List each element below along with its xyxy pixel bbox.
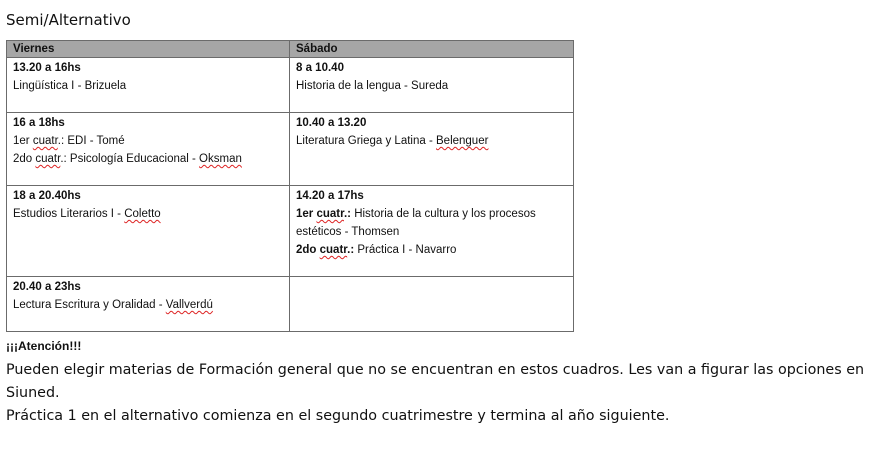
table-row xyxy=(7,113,574,186)
spellcheck-word: Belenguer xyxy=(436,135,489,147)
time-slot: 10.40 a 13.20 xyxy=(296,117,367,129)
text-fragment: 1er xyxy=(296,208,317,220)
text-fragment: .: EDI - Tomé xyxy=(57,135,125,147)
course-line xyxy=(296,205,567,241)
text-fragment: 2do xyxy=(296,244,320,256)
course-line xyxy=(296,241,567,259)
time-slot: 13.20 a 16hs xyxy=(13,62,81,74)
schedule-table xyxy=(6,40,574,332)
course-line: Historia de la lengua - Sureda xyxy=(296,80,449,92)
course-line xyxy=(13,132,283,150)
text-fragment: Estudios Literarios I - xyxy=(13,208,125,220)
spellcheck-word: Oksman xyxy=(199,153,242,165)
course-line xyxy=(13,296,283,314)
text-fragment: .: xyxy=(343,208,351,220)
page-title: Semi/Alternativo xyxy=(6,11,131,29)
text-fragment: .: xyxy=(347,244,355,256)
time-slot: 8 a 10.40 xyxy=(296,62,344,74)
cell-sabado-3 xyxy=(290,186,574,277)
course-line xyxy=(296,132,567,150)
cell-viernes-4 xyxy=(7,277,290,332)
course-line xyxy=(13,205,283,223)
table-header-row xyxy=(7,41,574,58)
spellcheck-word: cuatr xyxy=(35,153,61,165)
cell-viernes-3 xyxy=(7,186,290,277)
cell-viernes-2 xyxy=(7,113,290,186)
table-row xyxy=(7,58,574,113)
cell-sabado-1 xyxy=(290,58,574,113)
cell-viernes-1 xyxy=(7,58,290,113)
text-fragment: Literatura Griega y Latina - xyxy=(296,135,436,147)
cell-sabado-4-empty xyxy=(290,277,574,332)
text-fragment: .: Psicología Educacional - xyxy=(60,153,200,165)
spellcheck-word: cuatr xyxy=(316,208,344,220)
attention-heading: ¡¡¡Atención!!! xyxy=(6,339,82,353)
time-slot: 20.40 a 23hs xyxy=(13,281,81,293)
text-fragment: 2do xyxy=(13,153,36,165)
spellcheck-word: Coletto xyxy=(124,208,161,220)
text-fragment: Historia de la cultura y los procesos estéticos - Thomsen xyxy=(296,208,536,238)
course-line: Lingüística I - Brizuela xyxy=(13,80,127,92)
spellcheck-word: cuatr xyxy=(32,135,58,147)
note-paragraph: Pueden elegir materias de Formación general que no se encuentran en estos cuadros. Les van a figurar las opciones en Siuned. xyxy=(6,362,865,401)
header-viernes: Viernes xyxy=(7,41,290,58)
spellcheck-word: cuatr xyxy=(319,244,348,256)
table-row xyxy=(7,186,574,277)
table-row xyxy=(7,277,574,332)
notes-section xyxy=(6,359,882,428)
text-fragment: 1er xyxy=(13,135,33,147)
time-slot: 14.20 a 17hs xyxy=(296,190,364,202)
cell-sabado-2 xyxy=(290,113,574,186)
text-fragment: Práctica I - Navarro xyxy=(354,244,457,256)
text-fragment: Lectura Escritura y Oralidad - xyxy=(13,299,166,311)
course-line xyxy=(13,150,283,168)
time-slot: 18 a 20.40hs xyxy=(13,190,81,202)
time-slot: 16 a 18hs xyxy=(13,117,65,129)
spellcheck-word: Vallverdú xyxy=(165,299,213,311)
note-paragraph: Práctica 1 en el alternativo comienza en el segundo cuatrimestre y termina al año siguiente. xyxy=(6,408,670,424)
header-sabado: Sábado xyxy=(290,41,574,58)
